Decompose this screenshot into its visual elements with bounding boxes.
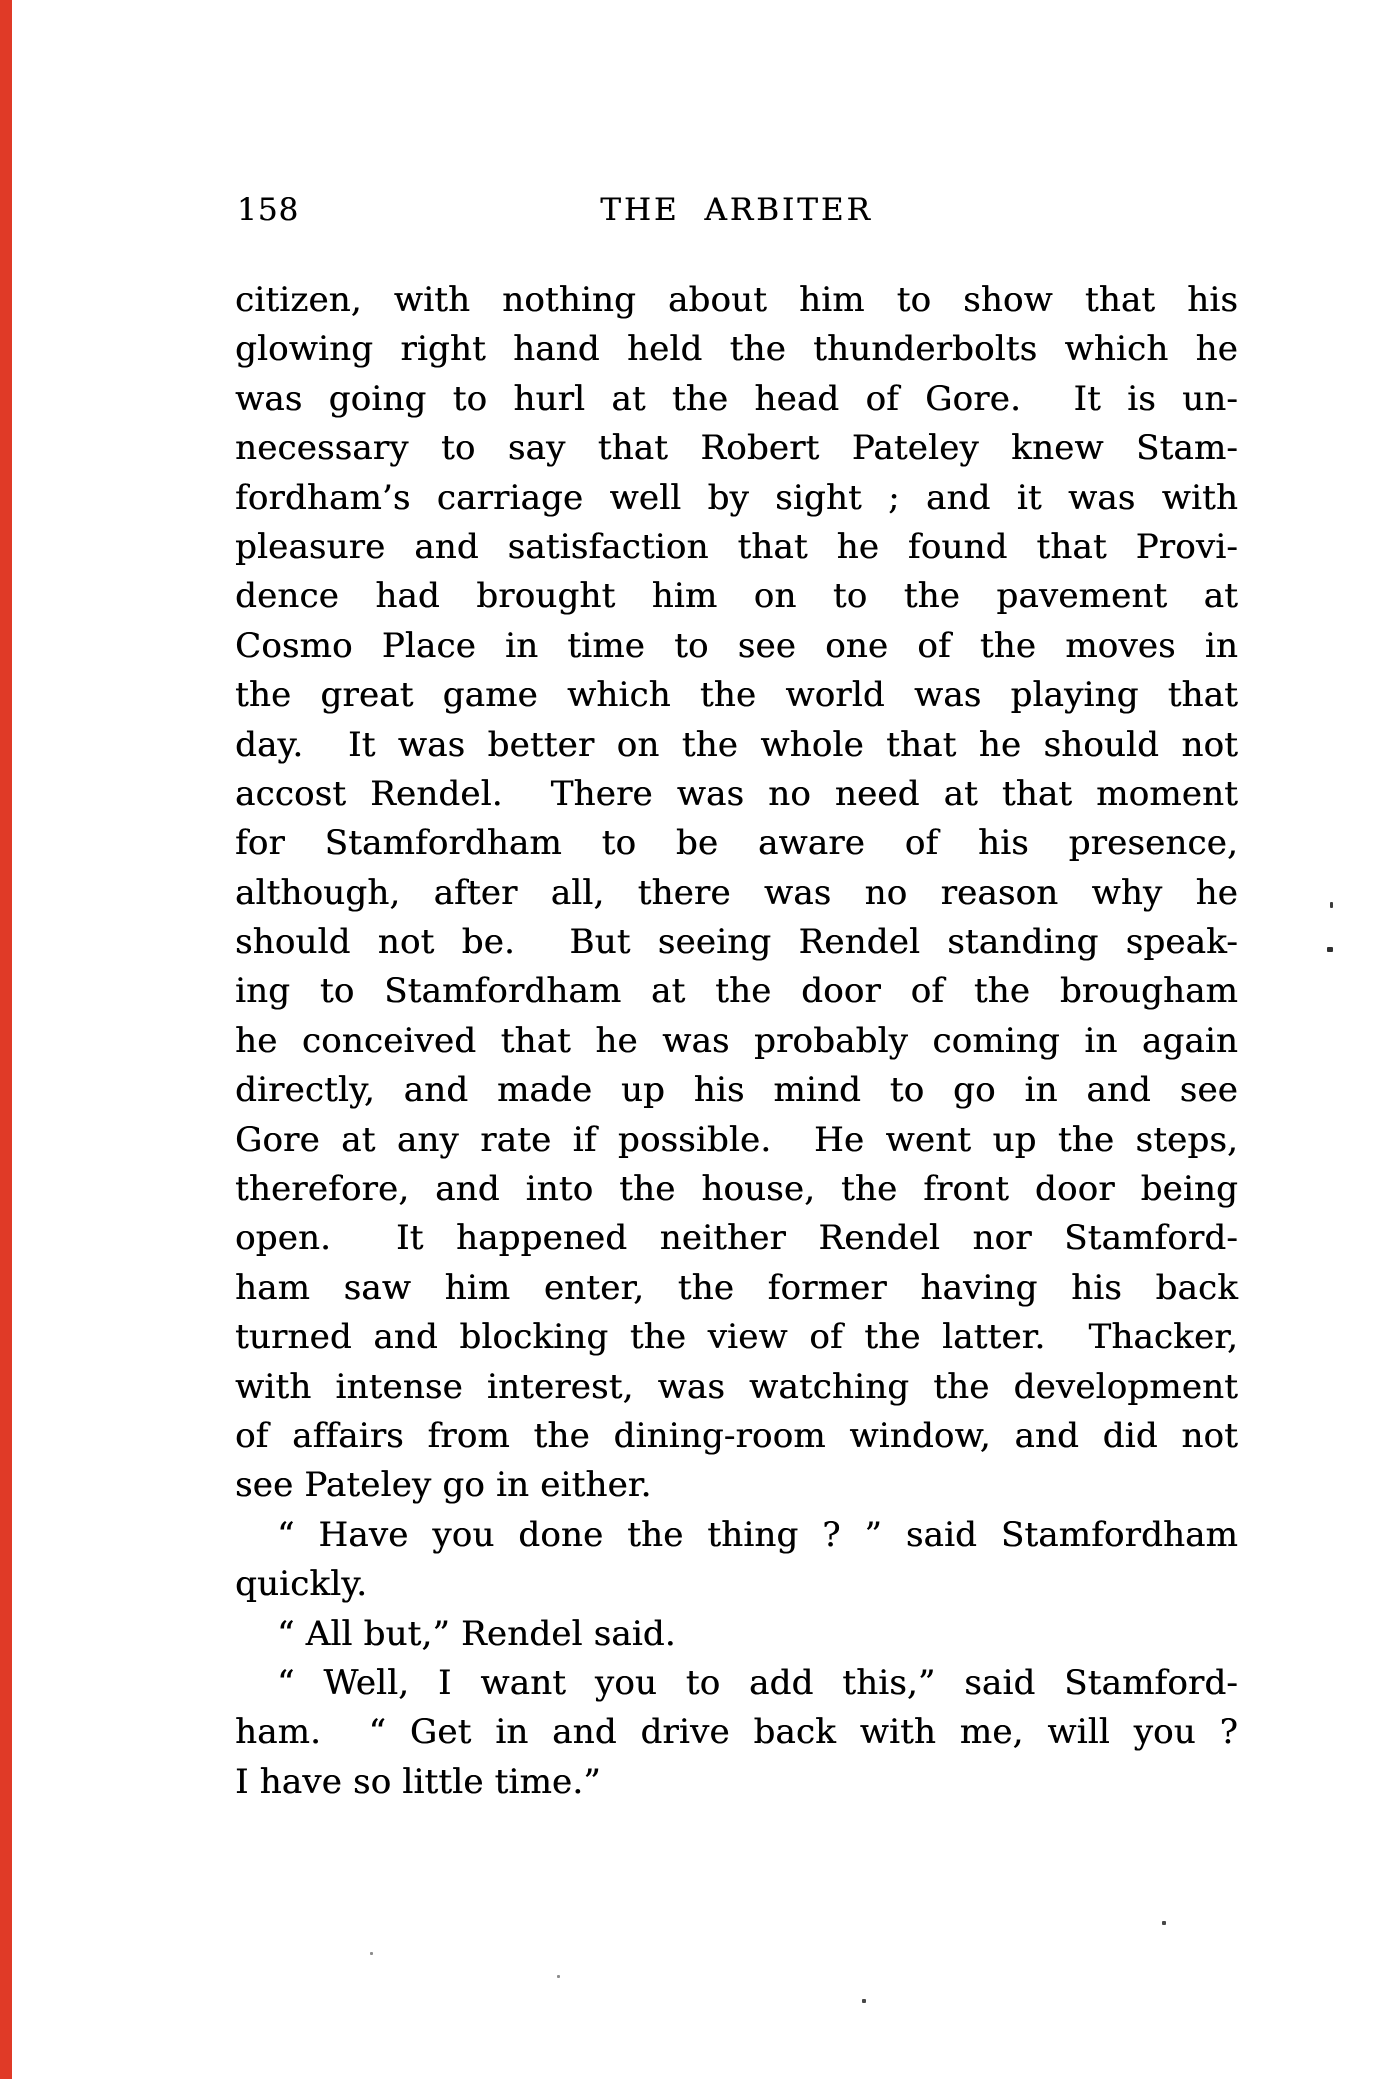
text-line: ing to Stamfordham at the door of the brougham [235,971,1238,1012]
text-line: Gore at any rate if possible. He went up the steps, [235,1119,1238,1160]
text-line: ham. “ Get in and drive back with me, will you ? [235,1712,1238,1753]
text-line: pleasure and satisfaction that he found that Provi- [235,526,1238,567]
scan-speck [370,1952,373,1955]
text-line: therefore, and into the house, the front door being [235,1169,1238,1210]
text-line: quickly. [235,1564,368,1605]
text-line: open. It happened neither Rendel nor Stamford- [235,1218,1238,1259]
text-line: I have so little time.” [235,1761,601,1802]
book-edge-stripe [0,0,12,2079]
text-line: ham saw him enter, the former having his back [235,1267,1238,1308]
page-header [235,192,1238,234]
text-line: day. It was better on the whole that he should not [235,724,1238,765]
scan-speck [1327,947,1333,952]
scan-speck [1162,1921,1166,1925]
text-line: with intense interest, was watching the development [235,1366,1238,1407]
text-line: see Pateley go in either. [235,1465,652,1506]
scan-speck [1330,902,1333,908]
text-line: should not be. But seeing Rendel standing speak- [235,922,1238,963]
text-line: dence had brought him on to the pavement at [235,576,1238,617]
text-line: for Stamfordham to be aware of his presence, [235,823,1238,864]
text-line: although, after all, there was no reason why he [235,872,1238,913]
body-text-block [235,276,1238,1807]
text-line: Cosmo Place in time to see one of the moves in [235,625,1238,666]
text-line: “ Well, I want you to add this,” said Stamford- [277,1662,1238,1703]
scan-speck [862,1999,866,2003]
text-line: accost Rendel. There was no need at that moment [235,773,1238,814]
page-number: 158 [237,192,300,228]
text-line: he conceived that he was probably coming in again [235,1020,1238,1061]
text-line: of affairs from the dining-room window, and did not [235,1415,1238,1456]
text-line: “ Have you done the thing ? ” said Stamfordham [277,1514,1238,1555]
text-line: the great game which the world was playing that [235,675,1238,716]
text-line: necessary to say that Robert Pateley knew Stam- [235,428,1238,469]
scan-speck [557,1975,560,1978]
text-line: glowing right hand held the thunderbolts which he [235,329,1238,370]
text-line: citizen, with nothing about him to show that his [235,280,1238,320]
text-line: fordham’s carriage well by sight ; and it was with [235,477,1238,518]
text-line: was going to hurl at the head of Gore. It is un- [235,378,1238,419]
text-line: “ All but,” Rendel said. [277,1613,676,1654]
text-line: turned and blocking the view of the latter. Thacker, [235,1317,1238,1358]
text-line: directly, and made up his mind to go in and see [235,1070,1238,1111]
running-title: THE ARBITER [600,192,873,228]
